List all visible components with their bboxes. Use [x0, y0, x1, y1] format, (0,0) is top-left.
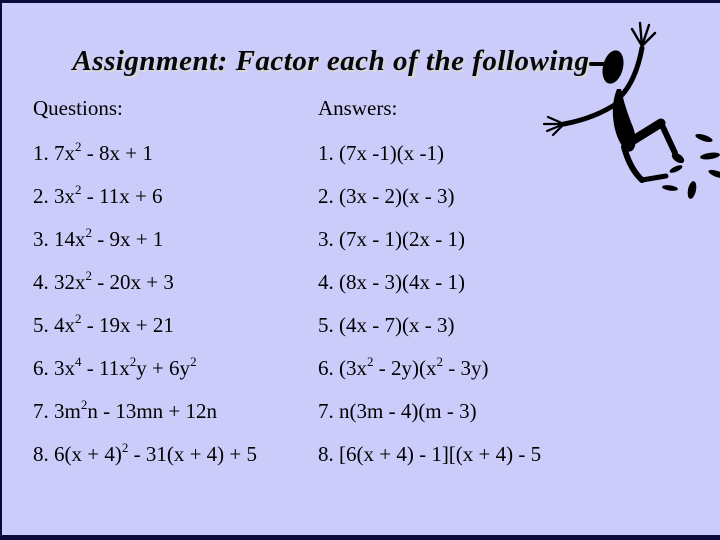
slide-border-left: [0, 0, 2, 540]
answer-row: 7. n(3m - 4)(m - 3): [318, 399, 477, 423]
slide-border-top: [0, 0, 720, 3]
answer-row: 4. (8x - 3)(4x - 1): [318, 270, 465, 294]
answer-row: 1. (7x -1)(x -1): [318, 141, 444, 165]
answer-row: 2. (3x - 2)(x - 3): [318, 184, 455, 208]
answer-row: 6. $(3x^2 - 2y)(x^2 - 3y)$: [318, 354, 489, 380]
question-row: 3. $14x^2 - 9x + 1$: [33, 225, 164, 251]
answer-row: 5. (4x - 7)(x - 3): [318, 313, 455, 337]
question-row: 5. $4x^2 - 19x + 21$: [33, 311, 174, 337]
dancing-figure-clipart: [520, 4, 720, 200]
figure-head: [599, 48, 627, 86]
questions-list: [33, 141, 318, 485]
figure-trailing-leg: [624, 147, 642, 180]
answer-row: 3. (7x - 1)(2x - 1): [318, 227, 465, 251]
slide-title: Assignment: Factor each of the following: [72, 45, 590, 77]
questions-header: Questions:: [33, 96, 123, 120]
question-row: 8. $6(x + 4)^2 - 31(x + 4) + 5$: [33, 440, 258, 466]
question-row: 1. $7x^2 - 8x + 1$: [33, 139, 153, 165]
question-row: 6. $3x^4 - 11x^2y + 6y^2$: [33, 354, 197, 380]
slide-border-bottom: [0, 535, 720, 540]
figure-raised-arm: [621, 48, 642, 96]
question-row: 4. $32x^2 - 20x + 3$: [33, 268, 174, 294]
question-row: 7. $3m^2n - 13mn + 12n$: [33, 397, 218, 423]
questions-column: [33, 96, 318, 485]
question-row: 2. $3x^2 - 11x + 6$: [33, 182, 163, 208]
figure-left-arm: [564, 102, 619, 124]
answers-header: Answers:: [318, 96, 398, 120]
answer-row: 8. [6(x + 4) - 1][(x + 4) - 5: [318, 442, 542, 466]
